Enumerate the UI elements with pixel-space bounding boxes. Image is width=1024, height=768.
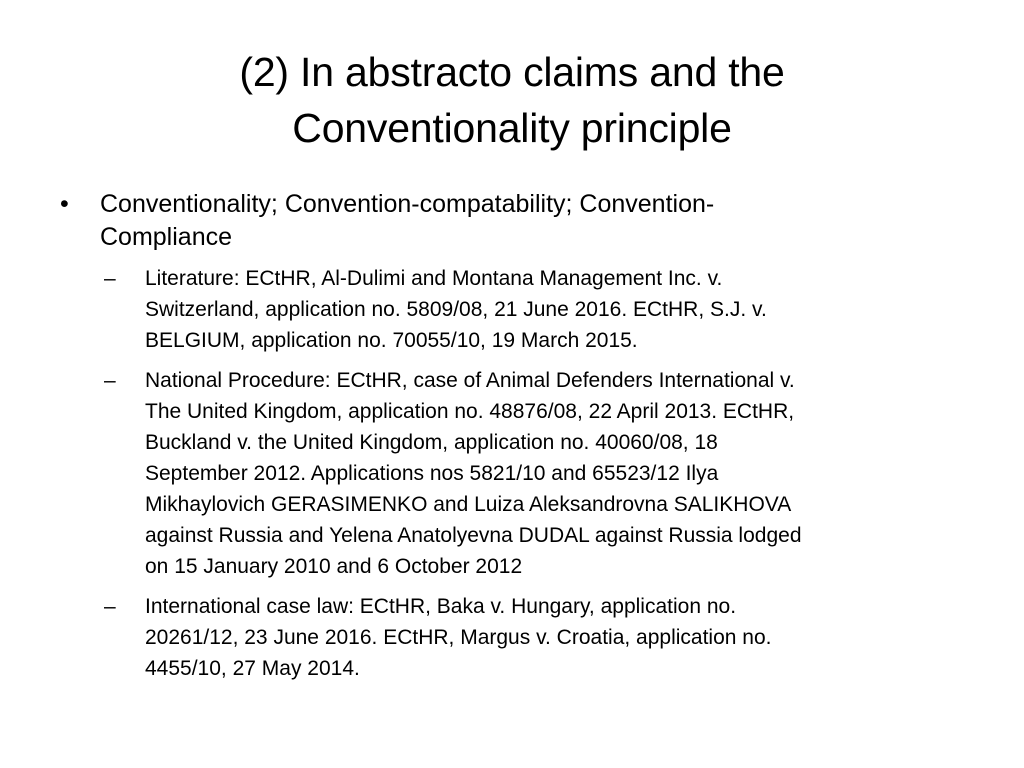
sub-bullet-national-procedure: [100, 365, 945, 582]
slide-title: [100, 44, 924, 156]
sub-bullet-line: on 15 January 2010 and 6 October 2012: [145, 555, 523, 578]
sub-bullet-line: Mikhaylovich GERASIMENKO and Luiza Aleksandrovna SALIKHOVA: [145, 493, 792, 516]
main-bullet-line-1: Conventionality; Convention-compatability; Convention-: [100, 190, 715, 218]
sub-bullet-line: International case law: ECtHR, Baka v. Hungary, application no.: [145, 595, 737, 618]
sub-bullet-line: National Procedure: ECtHR, case of Animal Defenders International v.: [145, 369, 795, 392]
dash-marker: –: [104, 369, 116, 392]
title-line-2: Conventionality principle: [292, 105, 732, 151]
sub-bullet-line: against Russia and Yelena Anatolyevna DUDAL against Russia lodged: [145, 524, 802, 547]
sub-bullet-line: 20261/12, 23 June 2016. ECtHR, Margus v. Croatia, application no.: [145, 626, 772, 649]
sub-bullet-international-case-law: [100, 591, 945, 684]
sub-bullet-line: September 2012. Applications nos 5821/10 and 65523/12 Ilya: [145, 462, 719, 485]
title-line-1: (2) In abstracto claims and the: [239, 49, 785, 95]
sub-bullet-line: 4455/10, 27 May 2014.: [145, 657, 360, 680]
main-bullet: [60, 188, 960, 254]
sub-bullet-list: [100, 263, 960, 684]
dash-marker: –: [104, 267, 116, 290]
sub-bullet-line: Switzerland, application no. 5809/08, 21 June 2016. ECtHR, S.J. v.: [145, 298, 767, 321]
bullet-marker: •: [60, 190, 69, 218]
sub-bullet-line: BELGIUM, application no. 70055/10, 19 March 2015.: [145, 329, 638, 352]
sub-bullet-line: Buckland v. the United Kingdom, application no. 40060/08, 18: [145, 431, 718, 454]
slide-body: [60, 188, 960, 693]
sub-bullet-literature: [100, 263, 945, 356]
dash-marker: –: [104, 595, 116, 618]
main-bullet-line-2: Compliance: [100, 223, 233, 251]
sub-bullet-line: The United Kingdom, application no. 48876/08, 22 April 2013. ECtHR,: [145, 400, 795, 423]
sub-bullet-line: Literature: ECtHR, Al-Dulimi and Montana Management Inc. v.: [145, 267, 723, 290]
